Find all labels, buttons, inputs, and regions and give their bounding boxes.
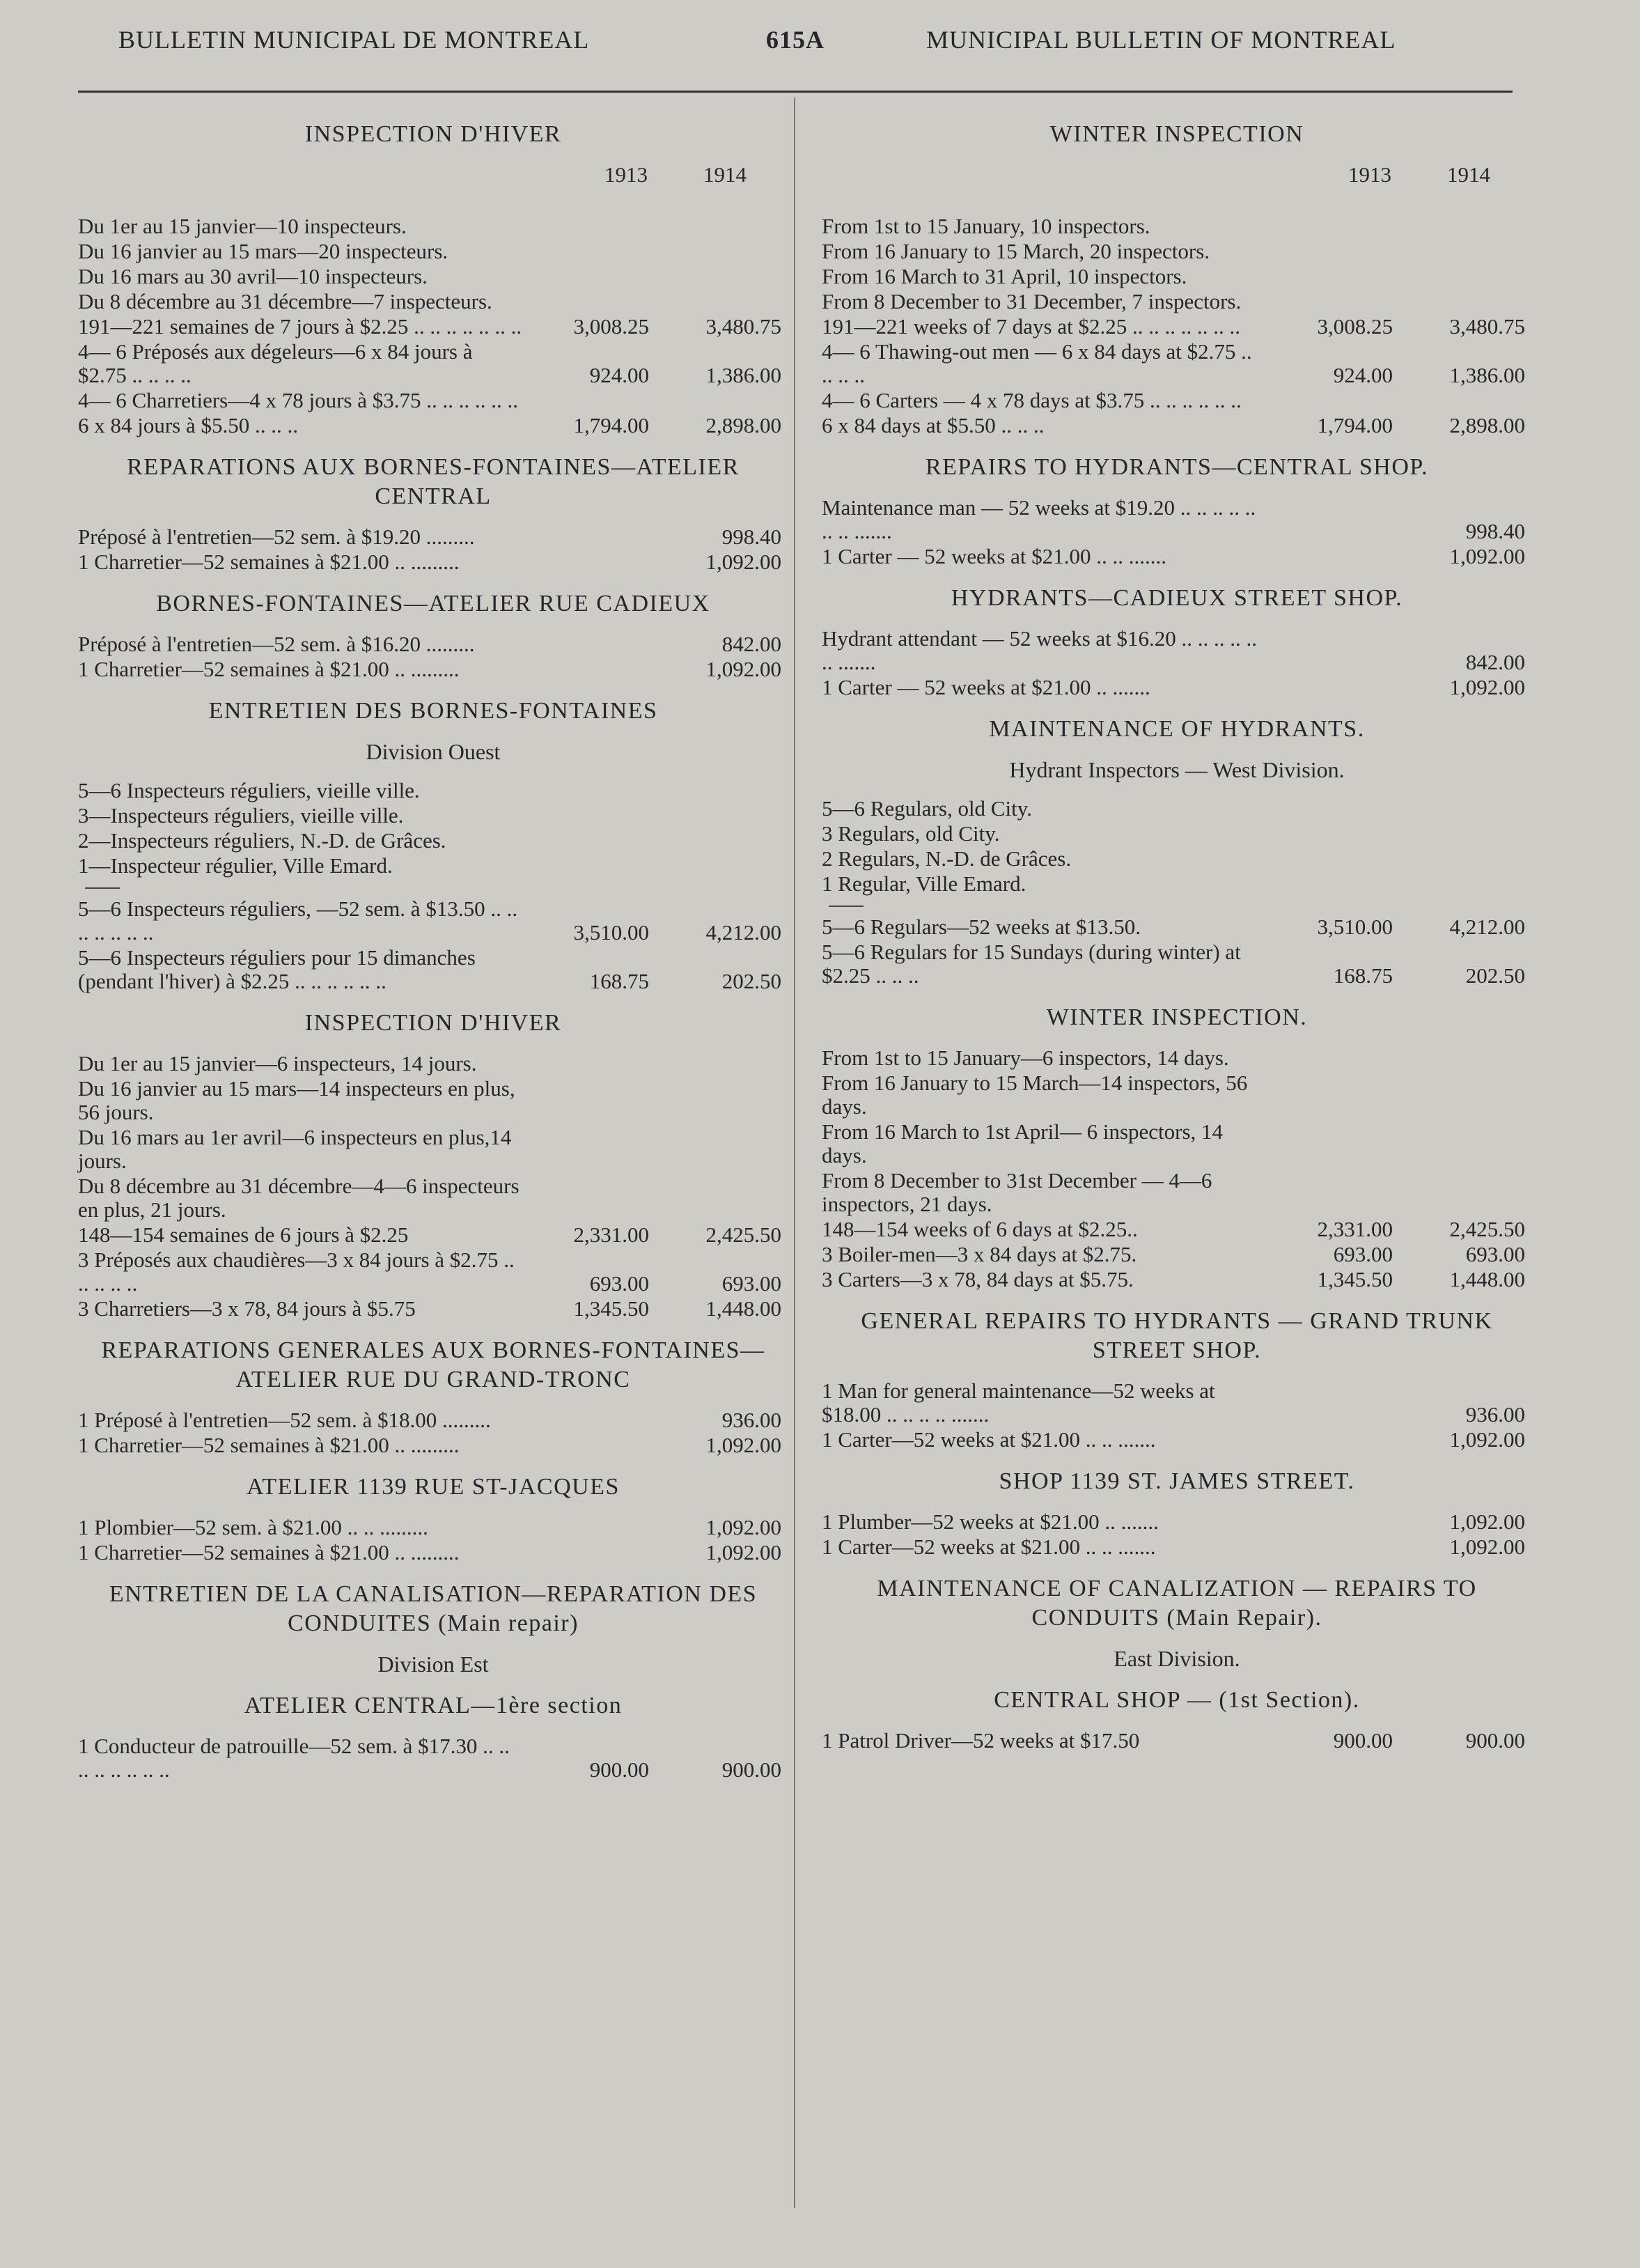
value-1914: 693.00 <box>721 1271 781 1296</box>
table-row <box>822 1046 1532 1070</box>
table-row <box>78 389 788 412</box>
table-row <box>822 915 1532 939</box>
row-description: 5—6 Inspecteurs réguliers, —52 sem. à $13.50 .. .. .. .. .. .. .. <box>78 896 518 945</box>
year-header <box>78 163 788 187</box>
row-description: 1 Charretier—52 semaines à $21.00 .. ......... <box>78 550 460 574</box>
row-description: 1 Regular, Ville Emard. <box>822 871 1026 896</box>
value-1913: 693.00 <box>1333 1242 1393 1266</box>
row-description: Maintenance man — 52 weeks at $19.20 .. .. .. .. .. .. .. ....... <box>822 495 1256 543</box>
subsection-heading: East Division. <box>1114 1646 1240 1671</box>
value-1913: 924.00 <box>589 363 649 387</box>
row-description: 3 Regulars, old City. <box>822 821 1000 846</box>
table-row <box>78 315 788 339</box>
section-heading: ENTRETIEN DES BORNES-FONTAINES <box>208 698 658 724</box>
row-description: From 8 December to 31 December, 7 inspectors. <box>822 289 1242 313</box>
value-1914: 842.00 <box>721 632 781 656</box>
year-header <box>822 163 1532 187</box>
table-row <box>822 290 1532 313</box>
year-1914: 1914 <box>703 162 747 187</box>
row-description: 3 Charretiers—3 x 78, 84 jours à $5.75 <box>78 1296 416 1321</box>
row-description: Du 16 janvier au 15 mars—20 inspecteurs. <box>78 239 448 263</box>
section-heading: HYDRANTS—CADIEUX STREET SHOP. <box>951 585 1403 611</box>
value-1914: 693.00 <box>1465 1242 1525 1266</box>
row-description: From 1st to 15 January, 10 inspectors. <box>822 214 1150 238</box>
section-heading: ATELIER 1139 RUE ST-JACQUES <box>247 1474 620 1500</box>
table-row <box>78 1516 788 1539</box>
table-row <box>78 525 788 549</box>
section-heading: MAINTENANCE OF HYDRANTS. <box>989 716 1365 742</box>
row-description: 1 Man for general maintenance—52 weeks at $18.00 .. .. .. .. ....... <box>822 1378 1215 1427</box>
row-description: From 16 March to 31 April, 10 inspectors. <box>822 264 1187 288</box>
row-description: 4— 6 Carters — 4 x 78 days at $3.75 .. .. .. .. .. .. <box>822 388 1242 412</box>
section-heading: ATELIER CENTRAL—1ère section <box>244 1693 623 1718</box>
row-description: 1 Charretier—52 semaines à $21.00 .. ......... <box>78 1540 460 1564</box>
row-description: From 16 January to 15 March, 20 inspectors. <box>822 239 1210 263</box>
section-heading: BORNES-FONTAINES—ATELIER RUE CADIEUX <box>156 591 710 616</box>
value-1914: 3,480.75 <box>705 314 781 339</box>
row-description: Du 16 mars au 1er avril—6 inspecteurs en plus,14 jours. <box>78 1125 512 1173</box>
table-row <box>822 389 1532 412</box>
table-row <box>822 1428 1532 1452</box>
table-row <box>822 1218 1532 1241</box>
table-row <box>822 676 1532 699</box>
table-row <box>822 872 1532 896</box>
value-1914: 1,092.00 <box>1449 1427 1525 1452</box>
table-row <box>822 1535 1532 1559</box>
value-1914: 1,092.00 <box>705 1433 781 1457</box>
value-1913: 900.00 <box>1333 1728 1393 1753</box>
value-1913: 924.00 <box>1333 363 1393 387</box>
value-1914: 900.00 <box>1465 1728 1525 1753</box>
table-row <box>78 1077 788 1124</box>
value-1913: 2,331.00 <box>573 1222 649 1247</box>
value-1914: 998.40 <box>1465 519 1525 543</box>
value-1913: 1,794.00 <box>573 413 649 437</box>
table-row <box>78 1174 788 1222</box>
table-row <box>78 1223 788 1247</box>
row-description: Du 8 décembre au 31 décembre—7 inspecteurs. <box>78 289 492 313</box>
row-description: 5—6 Inspecteurs réguliers, vieille ville. <box>78 778 420 802</box>
table-row <box>822 545 1532 568</box>
row-description: 1 Plombier—52 sem. à $21.00 .. .. ......... <box>78 1515 428 1539</box>
row-description: Du 16 mars au 30 avril—10 inspecteurs. <box>78 264 428 288</box>
value-1913: 3,008.25 <box>1317 314 1393 339</box>
row-description: 1 Carter—52 weeks at $21.00 .. .. ....... <box>822 1535 1156 1559</box>
value-1914: 1,092.00 <box>705 657 781 681</box>
value-1914: 202.50 <box>721 969 781 993</box>
table-row <box>78 414 788 437</box>
table-row <box>78 215 788 238</box>
row-description: From 1st to 15 January—6 inspectors, 14 days. <box>822 1046 1229 1070</box>
table-row <box>78 240 788 263</box>
value-1914: 2,425.50 <box>705 1222 781 1247</box>
value-1914: 1,092.00 <box>705 550 781 574</box>
row-description: 3—Inspecteurs réguliers, vieille ville. <box>78 803 404 828</box>
section-heading: REPAIRS TO HYDRANTS—CENTRAL SHOP. <box>925 454 1429 480</box>
row-description: 191—221 weeks of 7 days at $2.25 .. .. .. .. .. .. .. <box>822 314 1240 339</box>
value-1914: 1,092.00 <box>1449 544 1525 568</box>
value-1914: 1,092.00 <box>1449 1535 1525 1559</box>
row-description: 1 Charretier—52 semaines à $21.00 .. ......... <box>78 1433 460 1457</box>
table-row <box>822 822 1532 846</box>
table-row <box>822 215 1532 238</box>
table-row <box>822 315 1532 339</box>
table-row <box>822 1510 1532 1534</box>
table-row <box>822 496 1532 543</box>
table-row <box>822 1071 1532 1119</box>
header-left: BULLETIN MUNICIPAL DE MONTREAL <box>118 26 590 54</box>
section-heading: MAINTENANCE OF CANALIZATION — REPAIRS TO CONDUITS (Main Repair). <box>877 1576 1477 1631</box>
section-heading: WINTER INSPECTION. <box>1046 1004 1308 1030</box>
value-1914: 4,212.00 <box>705 920 781 945</box>
row-description: 4— 6 Thawing-out men — 6 x 84 days at $2.75 .. .. .. .. <box>822 339 1252 387</box>
section-heading: GENERAL REPAIRS TO HYDRANTS — GRAND TRUNK STREET SHOP. <box>861 1308 1493 1363</box>
row-description: Du 1er au 15 janvier—6 inspecteurs, 14 jours. <box>78 1051 477 1075</box>
table-row <box>822 1243 1532 1266</box>
row-description: Du 8 décembre au 31 décembre—4—6 inspecteurs en plus, 21 jours. <box>78 1174 520 1222</box>
english-column <box>822 104 1532 1754</box>
row-description: 148—154 weeks of 6 days at $2.25.. <box>822 1217 1138 1241</box>
section-heading: REPARATIONS GENERALES AUX BORNES-FONTAINES—ATELIER RUE DU GRAND-TRONC <box>101 1337 765 1392</box>
value-1914: 2,898.00 <box>1449 413 1525 437</box>
value-1914: 1,386.00 <box>705 363 781 387</box>
value-1913: 693.00 <box>589 1271 649 1296</box>
subsection-heading: Hydrant Inspectors — West Division. <box>1009 757 1345 782</box>
table-row <box>822 847 1532 871</box>
row-description: 5—6 Regulars—52 weeks at $13.50. <box>822 915 1141 939</box>
table-row <box>78 854 788 878</box>
table-row <box>78 550 788 574</box>
row-description: 4— 6 Préposés aux dégeleurs—6 x 84 jours à $2.75 .. .. .. .. <box>78 339 473 387</box>
table-row <box>78 779 788 802</box>
french-column <box>78 104 788 1783</box>
row-description: From 16 March to 1st April— 6 inspectors, 14 days. <box>822 1119 1224 1167</box>
table-row <box>822 340 1532 387</box>
row-description: 2—Inspecteurs réguliers, N.-D. de Grâces. <box>78 828 446 853</box>
table-row <box>78 632 788 656</box>
value-1913: 900.00 <box>589 1757 649 1782</box>
table-row <box>78 1297 788 1321</box>
table-row <box>78 946 788 993</box>
row-description: 191—221 semaines de 7 jours à $2.25 .. .. .. .. .. .. .. <box>78 314 522 339</box>
section-heading: WINTER INSPECTION <box>1049 121 1304 147</box>
table-row <box>822 797 1532 821</box>
row-description: 5—6 Inspecteurs réguliers pour 15 dimanches (pendant l'hiver) à $2.25 .. .. .. .. .. .. <box>78 945 476 993</box>
row-description: 6 x 84 days at $5.50 .. .. .. <box>822 413 1045 437</box>
value-1913: 1,345.50 <box>1317 1267 1393 1291</box>
value-1914: 1,092.00 <box>705 1540 781 1564</box>
section-heading: REPARATIONS AUX BORNES-FONTAINES—ATELIER CENTRAL <box>127 454 740 509</box>
row-description: 3 Préposés aux chaudières—3 x 84 jours à $2.75 .. .. .. .. .. <box>78 1248 515 1296</box>
row-description: Du 1er au 15 janvier—10 inspecteurs. <box>78 214 407 238</box>
column-divider <box>794 98 795 2208</box>
table-row <box>78 340 788 387</box>
value-1913: 1,345.50 <box>573 1296 649 1321</box>
divider <box>829 906 864 907</box>
table-row <box>78 1541 788 1564</box>
table-row <box>822 265 1532 288</box>
year-1913: 1913 <box>1348 162 1391 187</box>
value-1913: 2,331.00 <box>1317 1217 1393 1241</box>
row-description: 5—6 Regulars for 15 Sundays (during winter) at $2.25 .. .. .. <box>822 940 1241 988</box>
section-heading: INSPECTION D'HIVER <box>304 1010 562 1036</box>
page-number: 615A <box>766 26 825 54</box>
value-1913: 3,510.00 <box>573 920 649 945</box>
table-row <box>822 1379 1532 1427</box>
value-1914: 842.00 <box>1465 650 1525 674</box>
value-1914: 998.40 <box>721 525 781 549</box>
header-rule <box>78 91 1513 93</box>
row-description: 1—Inspecteur régulier, Ville Emard. <box>78 853 393 878</box>
table-row <box>78 265 788 288</box>
row-description: 2 Regulars, N.-D. de Grâces. <box>822 846 1072 871</box>
row-description: 1 Carter — 52 weeks at $21.00 .. ....... <box>822 675 1150 699</box>
row-description: 5—6 Regulars, old City. <box>822 796 1032 821</box>
table-row <box>78 1734 788 1782</box>
table-row <box>822 1120 1532 1167</box>
row-description: Du 16 janvier au 15 mars—14 inspecteurs en plus, 56 jours. <box>78 1076 515 1124</box>
year-1914: 1914 <box>1447 162 1490 187</box>
value-1914: 2,898.00 <box>705 413 781 437</box>
value-1914: 936.00 <box>721 1408 781 1432</box>
value-1914: 202.50 <box>1465 963 1525 988</box>
table-row <box>822 1268 1532 1291</box>
row-description: 1 Plumber—52 weeks at $21.00 .. ....... <box>822 1509 1159 1534</box>
row-description: 4— 6 Charretiers—4 x 78 jours à $3.75 .. .. .. .. .. .. <box>78 388 518 412</box>
row-description: 1 Carter—52 weeks at $21.00 .. .. ....... <box>822 1427 1156 1452</box>
value-1913: 1,794.00 <box>1317 413 1393 437</box>
table-row <box>822 627 1532 674</box>
value-1914: 3,480.75 <box>1449 314 1525 339</box>
row-description: 1 Préposé à l'entretien—52 sem. à $18.00 ......... <box>78 1408 491 1432</box>
value-1914: 2,425.50 <box>1449 1217 1525 1241</box>
value-1914: 1,386.00 <box>1449 363 1525 387</box>
value-1913: 3,008.25 <box>573 314 649 339</box>
row-description: 6 x 84 jours à $5.50 .. .. .. <box>78 413 299 437</box>
row-description: 1 Patrol Driver—52 weeks at $17.50 <box>822 1728 1140 1753</box>
value-1913: 168.75 <box>1333 963 1393 988</box>
year-1913: 1913 <box>604 162 648 187</box>
table-row <box>78 1408 788 1432</box>
value-1914: 4,212.00 <box>1449 915 1525 939</box>
value-1914: 1,092.00 <box>1449 675 1525 699</box>
row-description: From 16 January to 15 March—14 inspectors, 56 days. <box>822 1071 1248 1119</box>
table-row <box>78 804 788 828</box>
table-row <box>78 829 788 853</box>
subsection-heading: Division Est <box>377 1652 489 1677</box>
value-1914: 1,448.00 <box>705 1296 781 1321</box>
value-1914: 1,092.00 <box>1449 1509 1525 1534</box>
table-row <box>78 658 788 681</box>
value-1914: 936.00 <box>1465 1402 1525 1427</box>
row-description: Hydrant attendant — 52 weeks at $16.20 .. .. .. .. .. .. ....... <box>822 626 1258 674</box>
row-description: Préposé à l'entretien—52 sem. à $16.20 ......... <box>78 632 475 656</box>
table-row <box>822 1729 1532 1753</box>
divider <box>85 887 120 889</box>
table-row <box>78 897 788 945</box>
table-row <box>78 1248 788 1296</box>
row-description: From 8 December to 31st December — 4—6 inspectors, 21 days. <box>822 1168 1212 1216</box>
table-row <box>822 940 1532 988</box>
row-description: 1 Conducteur de patrouille—52 sem. à $17.30 .. .. .. .. .. .. .. .. <box>78 1734 510 1782</box>
value-1913: 3,510.00 <box>1317 915 1393 939</box>
table-row <box>822 240 1532 263</box>
value-1914: 900.00 <box>721 1757 781 1782</box>
value-1914: 1,092.00 <box>705 1515 781 1539</box>
subsection-heading: Division Ouest <box>366 739 501 764</box>
table-row <box>822 414 1532 437</box>
table-row <box>822 1169 1532 1216</box>
table-row <box>78 1052 788 1075</box>
value-1914: 1,448.00 <box>1449 1267 1525 1291</box>
row-description: 3 Carters—3 x 78, 84 days at $5.75. <box>822 1267 1134 1291</box>
section-heading: ENTRETIEN DE LA CANALISATION—REPARATION DES CONDUITES (Main repair) <box>109 1581 758 1636</box>
row-description: 3 Boiler-men—3 x 84 days at $2.75. <box>822 1242 1137 1266</box>
section-heading: SHOP 1139 ST. JAMES STREET. <box>999 1468 1355 1494</box>
row-description: Préposé à l'entretien—52 sem. à $19.20 ......... <box>78 525 475 549</box>
table-row <box>78 1126 788 1173</box>
row-description: 1 Charretier—52 semaines à $21.00 .. ......... <box>78 657 460 681</box>
table-row <box>78 290 788 313</box>
header-right: MUNICIPAL BULLETIN OF MONTREAL <box>926 26 1396 54</box>
table-row <box>78 1434 788 1457</box>
value-1913: 168.75 <box>589 969 649 993</box>
row-description: 148—154 semaines de 6 jours à $2.25 <box>78 1222 409 1247</box>
section-heading: CENTRAL SHOP — (1st Section). <box>994 1687 1360 1713</box>
section-heading: INSPECTION D'HIVER <box>304 121 562 147</box>
row-description: 1 Carter — 52 weeks at $21.00 .. .. ....... <box>822 544 1167 568</box>
